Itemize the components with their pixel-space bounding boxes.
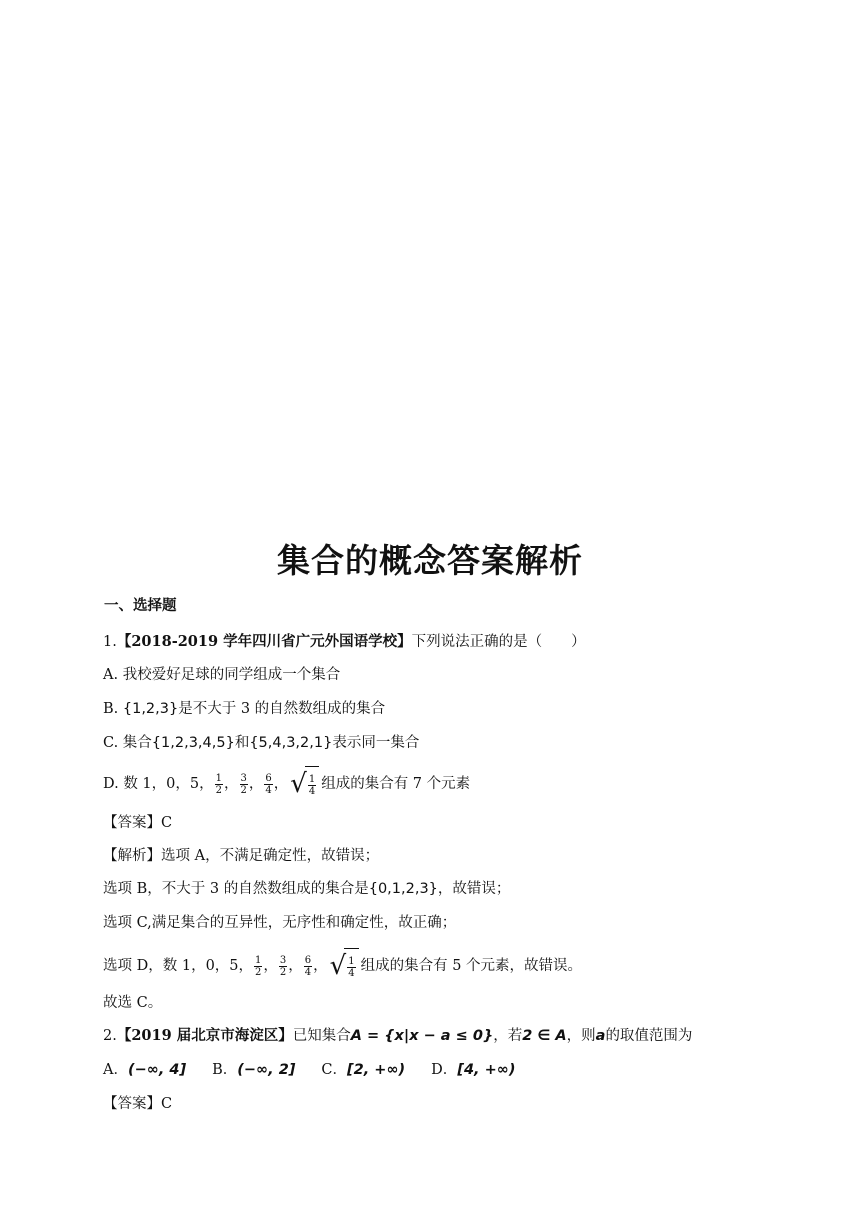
- sqrt-one-quarter: √ $\frac{1}{4}$: [330, 948, 359, 984]
- analysis-text-2-suffix: ，故错误；: [437, 881, 511, 897]
- q1-stem-text: 下列说法正确的是（ ）: [411, 634, 586, 650]
- analysis-text-4: 选项 D，数 1，0，5，: [103, 958, 254, 974]
- q1-option-c-set1: {1,2,3,4,5}: [151, 735, 235, 751]
- q2-number: 2.: [103, 1028, 117, 1044]
- q1-option-c-set2: {5,4,3,2,1}: [249, 735, 333, 751]
- analysis-text-1: 选项 A，不满足确定性，故错误；: [161, 848, 380, 864]
- fraction-3-2: $\frac{3}{2}$: [240, 772, 247, 796]
- section-heading: 一、选择题: [104, 598, 177, 614]
- q2-stem: [103, 1026, 692, 1046]
- q1-option-d: D. 数 1，0，5， $\frac{1}{2}$ ， $\frac{3}{2}$ ， $\frac{6}{4}$ ，√ $\frac{1}{4}$ 组成的集合有 7 个元素: [103, 766, 470, 802]
- sqrt-one-quarter: √ $\frac{1}{4}$: [290, 766, 319, 802]
- q1-source: 【2018-2019 学年四川省广元外国语学校】: [116, 633, 412, 650]
- fraction-3-2: $\frac{3}{2}$: [279, 954, 287, 978]
- q1-option-c-label: C. 集合: [103, 735, 152, 751]
- q1-answer: 【答案】C: [103, 815, 173, 831]
- q2-option-b: B．(−∞, 2]: [212, 1062, 296, 1078]
- q1-option-c: [103, 733, 419, 753]
- q1-stem: [103, 632, 586, 652]
- q1-analysis-1: [103, 846, 379, 866]
- q1-option-d-label: D. 数 1，0，5，: [103, 776, 214, 792]
- q2-source: 【2019 届北京市海淀区】: [116, 1027, 293, 1044]
- q2-stem-a: 已知集合: [292, 1028, 351, 1044]
- fraction-1-2: $\frac{1}{2}$: [255, 954, 262, 978]
- q1-conclusion: 故选 C。: [103, 995, 163, 1011]
- q1-option-b: [103, 699, 385, 719]
- q2-options: [103, 1060, 541, 1080]
- page-title: 集合的概念答案解析: [277, 541, 583, 580]
- q2-answer: 【答案】C: [103, 1096, 173, 1112]
- q2-option-c: C．[2, +∞): [321, 1062, 406, 1078]
- q1-number: 1.: [103, 634, 117, 650]
- q2-option-d: D．[4, +∞): [431, 1062, 516, 1078]
- q2-stem-d: 的取值范围为: [605, 1028, 693, 1044]
- q2-stem-b: ，若: [493, 1028, 523, 1044]
- q1-option-b-text: 是不大于 3 的自然数组成的集合: [178, 701, 386, 717]
- q2-set-definition: A = {x|x − a ≤ 0}: [350, 1028, 494, 1044]
- q1-option-d-text: 组成的集合有 7 个元素: [321, 776, 471, 792]
- q1-analysis-2: [103, 879, 510, 899]
- q1-option-c-mid: 和: [234, 735, 250, 751]
- q1-option-c-text: 表示同一集合: [332, 735, 420, 751]
- fraction-6-4: $\frac{6}{4}$: [304, 954, 312, 978]
- analysis-label: 【解析】: [103, 848, 161, 864]
- q2-variable: a: [595, 1028, 606, 1044]
- q2-condition: 2 ∈ A: [522, 1028, 567, 1044]
- q2-option-a: A．(−∞, 4]: [103, 1062, 187, 1078]
- analysis-set: {0,1,2,3}: [368, 881, 438, 897]
- fraction-6-4: $\frac{6}{4}$: [265, 772, 272, 796]
- q1-option-a: A. 我校爱好足球的同学组成一个集合: [103, 667, 341, 683]
- analysis-text-4-suffix: 组成的集合有 5 个元素，故错误。: [360, 958, 583, 974]
- analysis-text-2: 选项 B，不大于 3 的自然数组成的集合是: [103, 881, 369, 897]
- q2-stem-c: ，则: [566, 1028, 596, 1044]
- fraction-1-2: $\frac{1}{2}$: [215, 772, 222, 796]
- q1-analysis-4: 选项 D，数 1，0，5， $\frac{1}{2}$ ， $\frac{3}{2}$ ， $\frac{6}{4}$ ，√ $\frac{1}{4}$ 组成的集合有 5 个元素，故错误。: [103, 948, 582, 984]
- q1-analysis-3: 选项 C,满足集合的互异性，无序性和确定性，故正确；: [103, 915, 457, 931]
- q1-option-b-label: B.: [103, 701, 123, 717]
- q1-option-b-set: {1,2,3}: [122, 701, 179, 717]
